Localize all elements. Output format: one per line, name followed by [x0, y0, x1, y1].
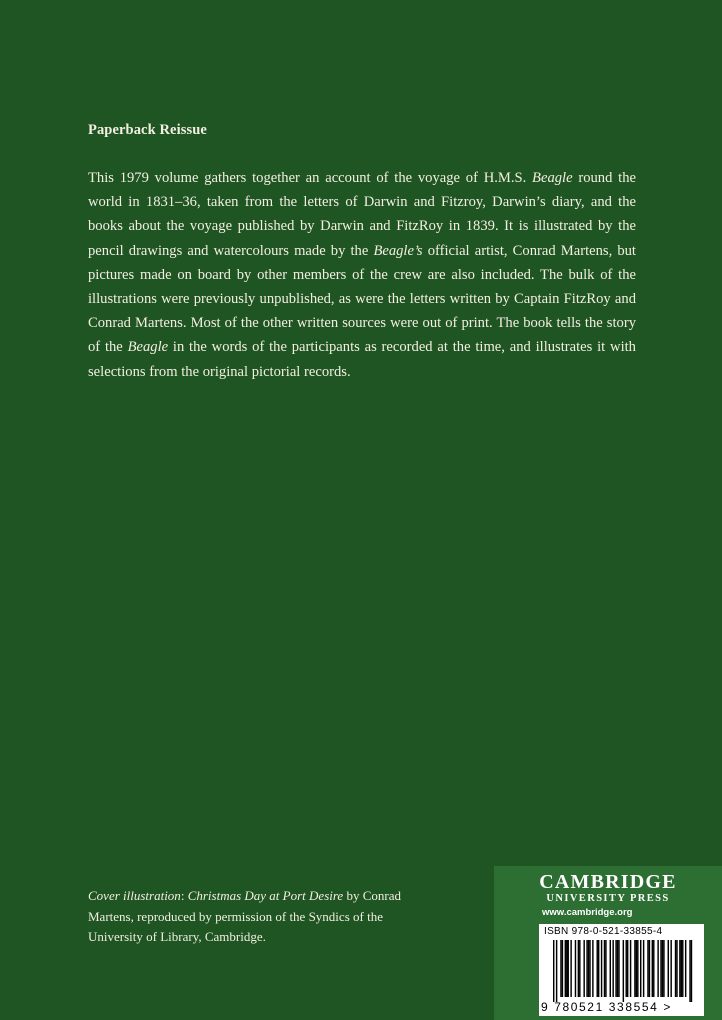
barcode-bar — [676, 940, 677, 997]
barcode-bar — [689, 940, 690, 1002]
barcode-bar — [553, 940, 554, 1002]
barcode-bar — [589, 940, 590, 997]
cover-credit — [88, 886, 408, 948]
barcode-bar — [634, 940, 635, 997]
barcode-bar — [626, 940, 627, 997]
publisher-panel — [494, 866, 722, 1020]
barcode-bar — [610, 940, 611, 997]
barcode-bar — [588, 940, 589, 997]
barcode-bar — [601, 940, 602, 997]
credit-text: by Conrad Martens, reproduced by permission of the Syndics of the University of Library, Cambridge. — [88, 888, 401, 944]
barcode-bar — [649, 940, 650, 997]
barcode-bar — [653, 940, 654, 997]
barcode-bar — [643, 940, 644, 997]
barcode-icon — [543, 940, 700, 1002]
isbn-label: ISBN 978-0-521-33855-4 — [544, 926, 663, 937]
barcode-bar — [612, 940, 613, 997]
reissue-heading: Paperback Reissue — [88, 122, 207, 138]
barcode-bar — [640, 940, 641, 997]
barcode-bar — [575, 940, 576, 997]
publisher-name: CAMBRIDGE — [539, 871, 677, 893]
barcode-bar — [630, 940, 631, 997]
barcode-bar — [605, 940, 606, 997]
barcode-bar — [565, 940, 566, 997]
ship-name-1: Beagle — [532, 170, 573, 186]
barcode-number: 9 780521 338554 — [541, 1000, 659, 1014]
barcode-bar — [604, 940, 605, 997]
credit-title: Christmas Day at Port Desire — [187, 888, 344, 903]
barcode-bar — [670, 940, 671, 997]
barcode-bar — [663, 940, 664, 997]
barcode-bar — [647, 940, 648, 997]
barcode-bar — [682, 940, 683, 997]
publisher-url: www.cambridge.org — [542, 907, 633, 918]
description-text-2: round the world in 1831–36, taken from the letters of Darwin and Fitzroy, Darwin’s diary, and the books about the voyage published by Darwin and FitzRoy in 1839. It is illustrated by the pencil drawings and watercolours made by the — [88, 170, 636, 259]
barcode-bar — [627, 940, 628, 997]
barcode-bar — [662, 940, 663, 997]
barcode-bar — [578, 940, 579, 997]
barcode-bar — [685, 940, 686, 997]
ship-name-2: Beagle’s — [373, 242, 423, 259]
barcode-marker: > — [663, 1000, 672, 1014]
barcode-bar — [637, 940, 638, 997]
barcode-bar — [597, 940, 598, 997]
barcode-bar — [675, 940, 676, 997]
barcode-panel — [539, 924, 704, 1016]
barcode-bar — [623, 940, 624, 1002]
barcode-bar — [691, 940, 692, 1002]
barcode-bar — [592, 940, 593, 997]
barcode-digits — [541, 1000, 672, 1014]
credit-label: Cover illustration — [88, 888, 181, 903]
description-text-1: This 1979 volume gathers together an account of the voyage of H.M.S. — [88, 170, 533, 186]
barcode-bar — [617, 940, 618, 997]
description-text-3: official artist, Conrad Martens, but pictures made on board by other members of the crew are also included. The bulk of the illustrations were previously unpublished, as were the letters written by Captain FitzRoy and Conrad Martens. Most of the other written sources were out of print. The book tells the story of the — [88, 242, 636, 356]
barcode-bar — [586, 940, 587, 997]
barcode-bar — [556, 940, 557, 1002]
book-description — [88, 166, 636, 384]
barcode-bar — [568, 940, 569, 997]
credit-separator: : — [180, 888, 188, 903]
barcode-bar — [579, 940, 580, 997]
barcode-bar — [570, 940, 571, 997]
barcode-bar — [562, 940, 563, 997]
barcode-bar — [681, 940, 682, 997]
barcode-bar — [668, 940, 669, 997]
barcode-bar — [583, 940, 584, 997]
barcode-bar — [657, 940, 658, 997]
barcode-bar — [618, 940, 619, 997]
barcode-bar — [615, 940, 616, 997]
barcode-bar — [560, 940, 561, 997]
barcode-bar — [679, 940, 680, 997]
barcode-bar — [660, 940, 661, 997]
description-text-4: in the words of the participants as recorded at the time, and illustrates it with selections from the original pictorial records. — [88, 339, 636, 380]
publisher-subname: UNIVERSITY PRESS — [546, 893, 670, 904]
barcode-bar — [652, 940, 653, 997]
barcode-bar — [636, 940, 637, 997]
barcode-bar — [598, 940, 599, 997]
ship-name-3: Beagle — [127, 339, 169, 356]
barcode-bar — [566, 940, 567, 997]
